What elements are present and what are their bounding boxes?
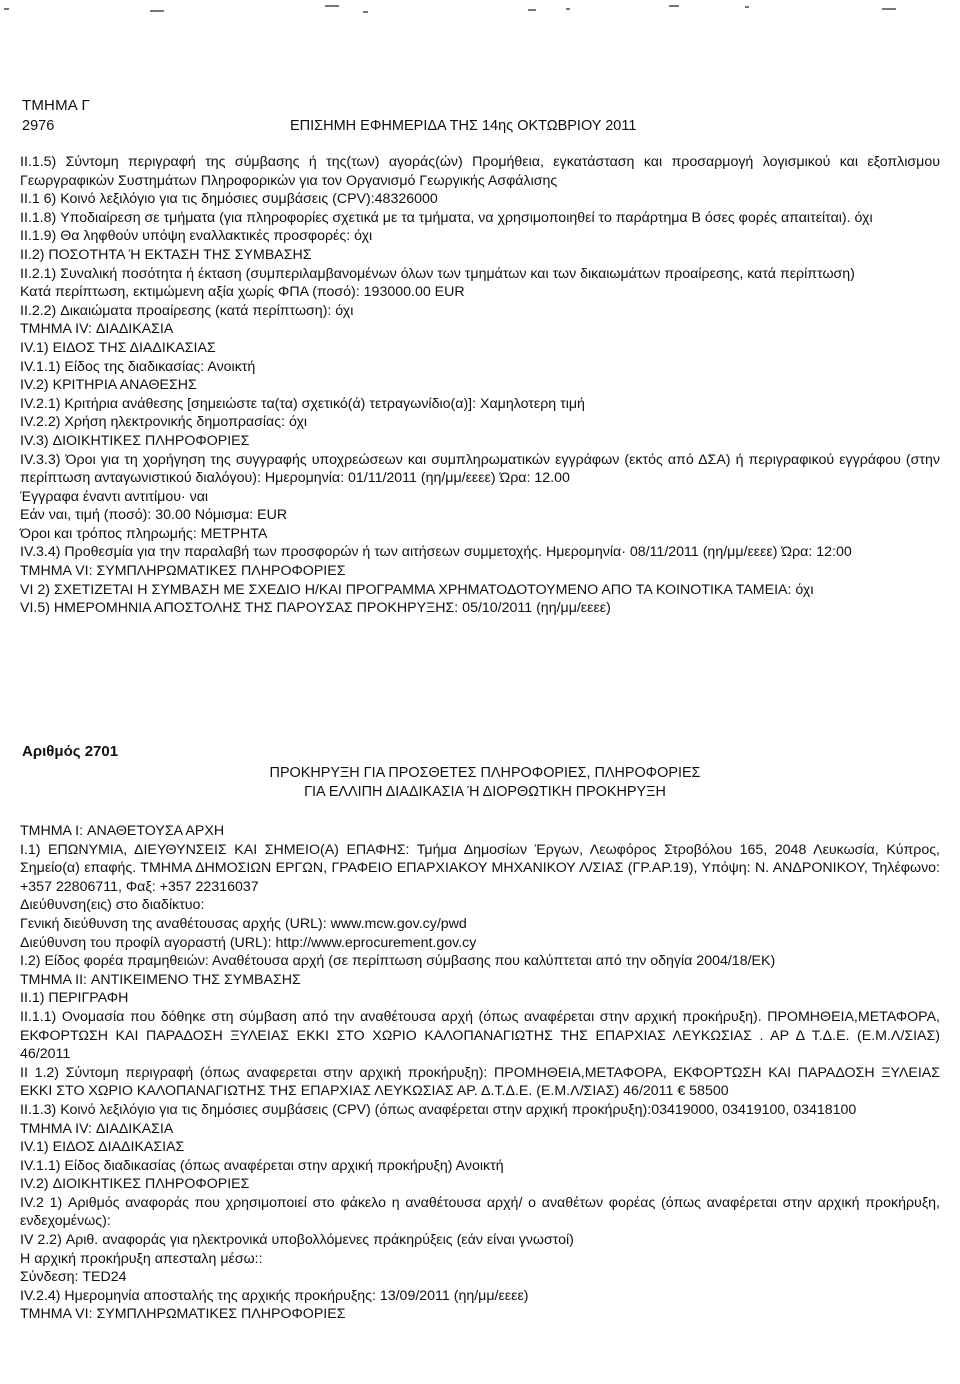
text-line: Όροι και τρόπος πληρωμής: ΜΕΤΡΗΤΑ [20,525,268,542]
journal-title: ΕΠΙΣΗΜΗ ΕΦΗΜΕΡΙΔΑ ΤΗΣ 14ης ΟΚΤΩΒΡΙΟΥ 2011 [290,118,637,134]
text-line: Η αρχική προκήρυξη απεσταλη μέσω:: [20,1250,263,1267]
text-line: II.2) ΠΟΣΟΤΗΤΑ Ή ΕΚΤΑΣΗ ΤΗΣ ΣΥΜΒΑΣΗΣ [20,246,312,263]
scan-speck [528,9,536,11]
text-line: Έγγραφα έναντι αντιτίμου· ναι [20,488,209,505]
text-line: VI.5) ΗΜΕΡΟΜΗΝΙΑ ΑΠΟΣΤΟΛΗΣ ΤΗΣ ΠΑΡΟΥΣΑΣ ΠΡΟΚΗΡΥΞΗΣ: 05/10/2011 (ηη/μμ/εεεε) [20,600,611,617]
text-line: IV.2.2) Χρήση ηλεκτρονικής δημοπρασίας: όχι [20,414,308,431]
section-heading: ΤΜΗΜΑ Γ [22,97,90,114]
text-line: VI 2) ΣΧΕΤΙΖΕΤΑΙ Η ΣΥΜΒΑΣΗ ΜΕ ΣΧΕΔΙΟ Η/ΚΑΙ ΠΡΟΓΡΑΜΜΑ ΧΡΗΜΑΤΟΔΟΤΟΥΜΕΝΟ ΑΠΟ ΤΑ ΚΟΙΝΟΤΙΚΑ ΤΑΜΕΙΑ: όχι [20,581,814,598]
text-line: IV.2 1) Αριθμός αναφοράς που χρησιμοποιεί στο φάκελο η αναθέτουσα αρχή/ ο αναθέτων φορέας (όπως αναφέρεται στην αρχική προκήρυξη, ενδεχομένως): [20,1194,940,1230]
page-header [22,118,637,134]
notice-title [0,764,960,802]
page-number: 2976 [22,118,55,134]
text-line: ΤΜΗΜΑ VI: ΣΥΜΠΛΗΡΩΜΑΤΙΚΕΣ ΠΛΗΡΟΦΟΡΙΕΣ [20,1306,346,1323]
text-line: Διεύθυνση(εις) στο διαδίκτυο: [20,897,205,914]
text-line: Διεύθυνση του προφίλ αγοραστή (URL): http://www.eprocurement.gov.cy [20,934,477,951]
notice-body-2 [20,822,940,1324]
text-line: ΤΜΗΜΑ IV: ΔΙΑΔΙΚΑΣΙΑ [20,1120,174,1137]
text-line: ΤΜΗΜΑ IV: ΔΙΑΔΙΚΑΣΙΑ [20,321,174,338]
scan-speck [566,8,570,10]
text-line: IV.2.4) Ημερομηνία αποσταλής της αρχικής προκήρυξης: 13/09/2011 (ηη/μμ/εεεε) [20,1287,529,1304]
text-line: Γενική διεύθυνση της αναθέτουσας αρχής (URL): www.mcw.gov.cy/pwd [20,915,467,932]
notice-number: Αριθμός 2701 [22,743,119,760]
text-line: IV.2) ΔΙΟΙΚΗΤΙΚΕΣ ΠΛΗΡΟΦΟΡΙΕΣ [20,1176,250,1193]
text-line: IV.2.1) Κριτήρια ανάθεσης [σημειώστε τα(τα) σχετικό(ά) τετραγωνίδιο(α)]: Χαμηλοτερη τιμή [20,395,585,412]
text-line: IV.3) ΔΙΟΙΚΗΤΙΚΕΣ ΠΛΗΡΟΦΟΡΙΕΣ [20,432,250,449]
text-line: IV.2) ΚΡΙΤΗΡΙΑ ΑΝΑΘΕΣΗΣ [20,377,197,394]
text-line: II 1.2) Σύντομη περιγραφή (όπως αναφερεται στην αρχική προκήρυξη): ΠΡΟΜΗΘΕΙΑ,ΜΕΤΑΦΟΡΑ, ΕΚΦΟΡΤΩΣΗ ΚΑΙ ΠΑΡΑΔΟΣΗ ΞΥΛΕΙΑΣ ΕΚΚΙ ΣΤΟ ΧΩΡΙΟ ΚΑΛΟΠΑΝΑΓΙΩΤΗΣ ΤΗΣ ΕΠΑΡΧΙΑΣ ΛΕΥΚΩΣΙΑΣ ΑΡ. Δ.Τ.Δ.Ε. (Ε.Μ.Λ/ΣΙΑΣ) 46/2011 € 58500 [20,1064,940,1100]
scan-speck [325,5,339,7]
text-line: Εάν ναι, τιμή (ποσό): 30.00 Νόμισμα: EUR [20,507,288,524]
notice-title-line-2: ΓΙΑ ΕΛΛΙΠΗ ΔΙΑΔΙΚΑΣΙΑ Ή ΔΙΟΡΘΩΤΙΚΗ ΠΡΟΚΗΡΥΞΗ [304,784,666,800]
text-line: II.2.1) Συναλική ποσότητα ή έκταση (συμπεριλαμβανομένων όλων των τμημάτων και των δικαιωμάτων προαίρεσης, κατά περίπτωση) [20,265,855,282]
text-line: IV.1.1) Είδος της διαδικασίας: Ανοικτή [20,358,256,375]
text-line: II.1.1) Ονομασία που δόθηκε στη σύμβαση από την αναθέτουσα αρχή (όπως αναφέρεται στην αρχική προκήρυξη). ΠΡΟΜΗΘΕΙΑ,ΜΕΤΑΦΟΡΑ, ΕΚΦΟΡΤΩΣΗ ΚΑΙ ΠΑΡΑΔΟΣΗ ΞΥΛΕΙΑΣ ΕΚΚΙ ΣΤΟ ΧΩΡΙΟ ΚΑΛΟΠΑΝΑΓΙΩΤΗΣ ΤΗΣ ΕΠΑΡΧΙΑΣ ΛΕΥΚΩΣΙΑΣ . ΑΡ Δ Τ.Δ.Ε. (Ε.Μ.Λ/ΣΙΑΣ) 46/2011 [20,1008,940,1063]
scan-speck [669,5,679,7]
text-line: ΤΜΗΜΑ I: ΑΝΑΘΕΤΟΥΣΑ ΑΡΧΗ [20,823,225,839]
text-line: IV.3.4) Προθεσμία για την παραλαβή των προσφορών ή των αιτήσεων συμμετοχής. Ημερομηνία· 08/11/2011 (ηη/μμ/εεεε) Ώρα: 12:00 [20,544,852,561]
text-line: ΤΜΗΜΑ II: ΑΝΤΙΚΕΙΜΕΝΟ ΤΗΣ ΣΥΜΒΑΣΗΣ [20,971,301,988]
text-line: IV.1) ΕΙΔΟΣ ΤΗΣ ΔΙΑΔΙΚΑΣΙΑΣ [20,339,216,356]
text-line: IV.3.3) Όροι για τη χορήγηση της συγγραφής υποχρεώσεων και συμπληρωματικών εγγράφων (εκτός από ΔΣΑ) ή περιγραφικού εγγράφου (στην περίπτωση ανταγωνιστικού διαλόγου): Ημερομηνία: 01/11/2011 (ηη/μμ/εεεε) Ώρα: 12.00 [20,451,940,487]
text-line: II.2.2) Δικαιώματα προαίρεσης (κατά περίπτωση): όχι [20,302,354,319]
text-line: II.1) ΠΕΡΙΓΡΑΦΗ [20,990,129,1007]
scan-speck [150,10,164,12]
text-line: IV.1.1) Είδος διαδικασίας (όπως αναφέρεται στην αρχική προκήρυξη) Ανοικτή [20,1157,504,1174]
text-line: IV 2.2) Αριθ. αναφοράς για ηλεκτρονικά υποβολλόμενες πράκηρύξεις (εάν είναι γνωστοί) [20,1232,574,1249]
text-line: IV.1) ΕΙΔΟΣ ΔΙΑΔΙΚΑΣΙΑΣ [20,1139,185,1156]
text-line: I.2) Είδος φορέα πραμηθειών: Αναθέτουσα αρχή (σε περίπτωση σύμβασης που καλύπτεται από την οδηγία 2004/18/ΕΚ) [20,953,776,970]
text-line: ΤΜΗΜΑ VI: ΣΥΜΠΛΗΡΩΜΑΤΙΚΕΣ ΠΛΗΡΟΦΟΡΙΕΣ [20,563,346,580]
text-line: I.1) ΕΠΩΝΥΜΙΑ, ΔΙΕΥΘΥΝΣΕΙΣ ΚΑΙ ΣΗΜΕΙΟ(Α) ΕΠΑΦΗΣ: Τμήμα Δημοσίων Έργων, Λεωφόρος Στροβόλου 165, 2048 Λευκωσία, Κύπρος, Σημείο(α) επαφής. ΤΜΗΜΑ ΔΗΜΟΣΙΩΝ ΕΡΓΩΝ, ΓΡΑΦΕΙΟ ΕΠΑΡΧΙΑΚΟΥ ΜΗΧΑΝΙΚΟΥ Λ/ΣΙΑΣ (ΓΡ.ΑΡ.19), Υπόψη: Ν. ΑΝΔΡΟΝΙΚΟΥ, Τηλέφωνο: +357 22806711, Φαξ: +357 22316037 [20,841,940,895]
scan-speck [363,11,368,13]
text-line: II.1.5) Σύντομη περιγραφή της σύμβασης ή της(των) αγοράς(ών) Προμήθεια, εγκατάσταση και προσαρμογή λογισμικού και εξοπλισμου Γεωργραφικών Συστημάτων Πληροφορικών για τον Οργανισμό Γεωργικής Ασφάλισης [20,154,940,189]
notice-title-line-1: ΠΡΟΚΗΡΥΞΗ ΓΙΑ ΠΡΟΣΘΕΤΕΣ ΠΛΗΡΟΦΟΡΙΕΣ, ΠΛΗΡΟΦΟΡΙΕΣ [269,765,701,781]
text-line: Κατά περίπτωση, εκτιμώμενη αξία χωρίς ΦΠΑ (ποσό): 193000.00 EUR [20,284,465,301]
text-line: II.1.3) Κοινό λεξιλόγιο για τις δημόσιες συμβάσεις (CPV) (όπως αναφέρεται στην αρχική προκήρυξη):03419000, 03419100, 03418100 [20,1101,857,1118]
text-line: Σύνδεση: TED24 [20,1269,127,1286]
notice-body-1 [20,153,940,618]
scan-speck [745,6,749,8]
text-line: II.1.8) Υποδιαίρεση σε τμήματα (για πληροφορίες σχετικά με τα τμήματα, να χρησιμοποιηθεί το παράρτημα Β όσες φορές απαιτείται). όχι [20,209,873,226]
scan-speck [882,8,896,10]
text-line: II.1.9) Θα ληφθούν υπόψη εναλλακτικές προσφορές: όχι [20,228,373,245]
scan-speck [4,8,9,10]
text-line: II.1 6) Κοινό λεξιλόγιο για τις δημόσιες συμβάσεις (CPV):48326000 [20,191,438,208]
